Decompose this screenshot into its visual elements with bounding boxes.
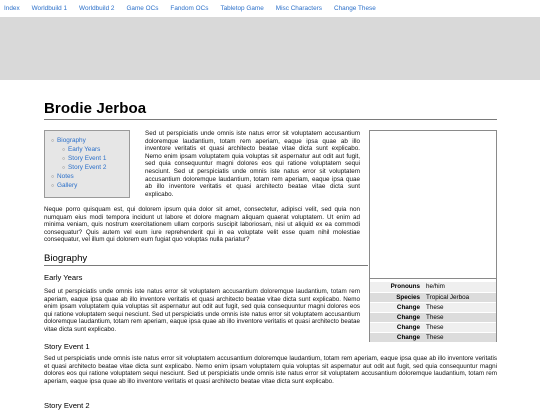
infobox-key: Change	[370, 302, 423, 312]
bullet-icon: ○	[62, 164, 66, 171]
infobox-row	[370, 282, 496, 292]
subsection-heading-early-years: Early Years	[44, 273, 83, 282]
nav-link-change-these[interactable]: Change These	[333, 4, 376, 12]
infobox-value: These	[423, 302, 496, 312]
nav-link-worldbuild-1[interactable]: Worldbuild 1	[31, 4, 68, 12]
toc-link[interactable]: Early Years	[68, 145, 101, 153]
toc-link[interactable]: Gallery	[57, 181, 78, 189]
bullet-icon: ○	[51, 173, 55, 180]
page-title: Brodie Jerboa	[44, 100, 147, 117]
bullet-icon: ○	[51, 138, 55, 144]
early-years-paragraph: Sed ut perspiciatis unde omnis iste natus error sit voluptatem accusantium doloremque laudantium, totam rem aperiam, eaque ipsa quae ab illo inventore veritatis et quasi architecto beatae vitae dicta sunt explicabo. Nemo enim ipsam voluptatem quia voluptas sit aspernatur aut odit aut fugit, sed quia consequuntur magni dolores eos qui ratione voluptatem sequi nesciunt. Sed ut perspiciatis unde omnis iste natus error sit voluptatem accusantium doloremque laudantium, totam rem aperiam, eaque ipsa quae ab illo inventore veritatis et quasi architecto beatae vitae dicta sunt explicabo.	[44, 288, 360, 333]
bullet-icon: ○	[62, 146, 66, 153]
infobox-row	[370, 302, 496, 312]
character-infobox	[369, 130, 497, 342]
subsection-heading-story-event-2: Story Event 2	[44, 401, 90, 410]
infobox-value: These	[423, 322, 496, 332]
toc-link[interactable]: Story Event 1	[68, 154, 107, 162]
nav-link-game-ocs[interactable]: Game OCs	[126, 4, 159, 12]
section-divider	[44, 265, 368, 266]
bullet-icon: ○	[62, 155, 66, 162]
toc-link[interactable]: Biography	[57, 137, 86, 144]
nav-link-tabletop-game[interactable]: Tabletop Game	[220, 4, 264, 12]
infobox-value: These	[423, 312, 496, 322]
infobox-value: These	[423, 332, 496, 342]
infobox-row	[370, 312, 496, 322]
toc-item-early-years[interactable]	[62, 146, 129, 155]
intro-paragraph-2: Neque porro quisquam est, qui dolorem ipsum quia dolor sit amet, consectetur, adipisci velit, sed quia non numquam eius modi tempora incidunt ut labore et dolore magnam aliquam quaerat voluptatem. Ut enim ad minima veniam, quis nostrum exercitationem ullam corporis suscipit laboriosam, nisi ut aliquid ex ea commodi consequatur? Quis autem vel eum iure reprehenderit qui in ea voluptate velit esse quam nihil molestiae consequatur, vel illum qui dolorem eum fugiat quo voluptas nulla pariatur?	[44, 206, 360, 244]
table-of-contents	[44, 130, 130, 198]
toc-item-gallery[interactable]	[51, 182, 129, 191]
toc-item-biography[interactable]	[51, 137, 129, 173]
infobox-row	[370, 322, 496, 332]
intro-paragraph-1: Sed ut perspiciatis unde omnis iste natus error sit voluptatem accusantium doloremque laudantium, totam rem aperiam, eaque ipsa quae ab illo inventore veritatis et quasi architecto beatae vitae dicta sunt explicabo. Nemo enim ipsam voluptatem quia voluptas sit aspernatur aut odit aut fugit, sed quia consequuntur magni dolores eos qui ratione voluptatem sequi nesciunt. Sed ut perspiciatis unde omnis iste natus error sit voluptatem accusantium doloremque laudantium, totam rem aperiam, eaque ipsa quae ab illo inventore veritatis et quasi architecto beatae vitae dicta sunt explicabo.	[145, 130, 360, 198]
infobox-row	[370, 292, 496, 302]
infobox-table	[370, 282, 496, 343]
nav-link-index[interactable]: Index	[4, 4, 20, 12]
section-heading-biography: Biography	[44, 253, 88, 264]
infobox-key: Pronouns	[370, 282, 423, 292]
toc-link[interactable]: Notes	[57, 172, 74, 180]
subsection-heading-story-event-1: Story Event 1	[44, 342, 90, 351]
nav-link-worldbuild-2[interactable]: Worldbuild 2	[79, 4, 115, 12]
infobox-key: Change	[370, 332, 423, 342]
title-divider	[44, 119, 497, 120]
infobox-key: Species	[370, 292, 423, 302]
infobox-value: he/him	[423, 282, 496, 292]
nav-link-misc-characters[interactable]: Misc Characters	[275, 4, 322, 12]
nav-link-fandom-ocs[interactable]: Fandom OCs	[170, 4, 209, 12]
infobox-row	[370, 332, 496, 342]
infobox-key: Change	[370, 322, 423, 332]
bullet-icon: ○	[51, 182, 55, 189]
character-image-placeholder	[370, 131, 496, 279]
infobox-key: Change	[370, 312, 423, 322]
infobox-value: Tropical Jerboa	[423, 292, 496, 302]
story-event-1-paragraph: Sed ut perspiciatis unde omnis iste natus error sit voluptatem accusantium doloremque laudantium, totam rem aperiam, eaque ipsa quae ab illo inventore veritatis et quasi architecto beatae vitae dicta sunt explicabo. Nemo enim ipsam voluptatem quia voluptas sit aspernatur aut odit aut fugit, sed quia consequuntur magni dolores eos qui ratione voluptatem sequi nesciunt. Sed ut perspiciatis unde omnis iste natus error sit voluptatem accusantium doloremque laudantium, totam rem aperiam, eaque ipsa quae ab illo inventore veritatis et quasi architecto beatae vitae dicta sunt explicabo.	[44, 355, 497, 385]
header-banner	[0, 18, 540, 80]
toc-link[interactable]: Story Event 2	[68, 163, 107, 171]
top-navigation	[0, 0, 540, 18]
toc-item-story-event-1[interactable]	[62, 155, 129, 164]
toc-item-notes[interactable]	[51, 173, 129, 182]
toc-item-story-event-2[interactable]	[62, 164, 129, 173]
